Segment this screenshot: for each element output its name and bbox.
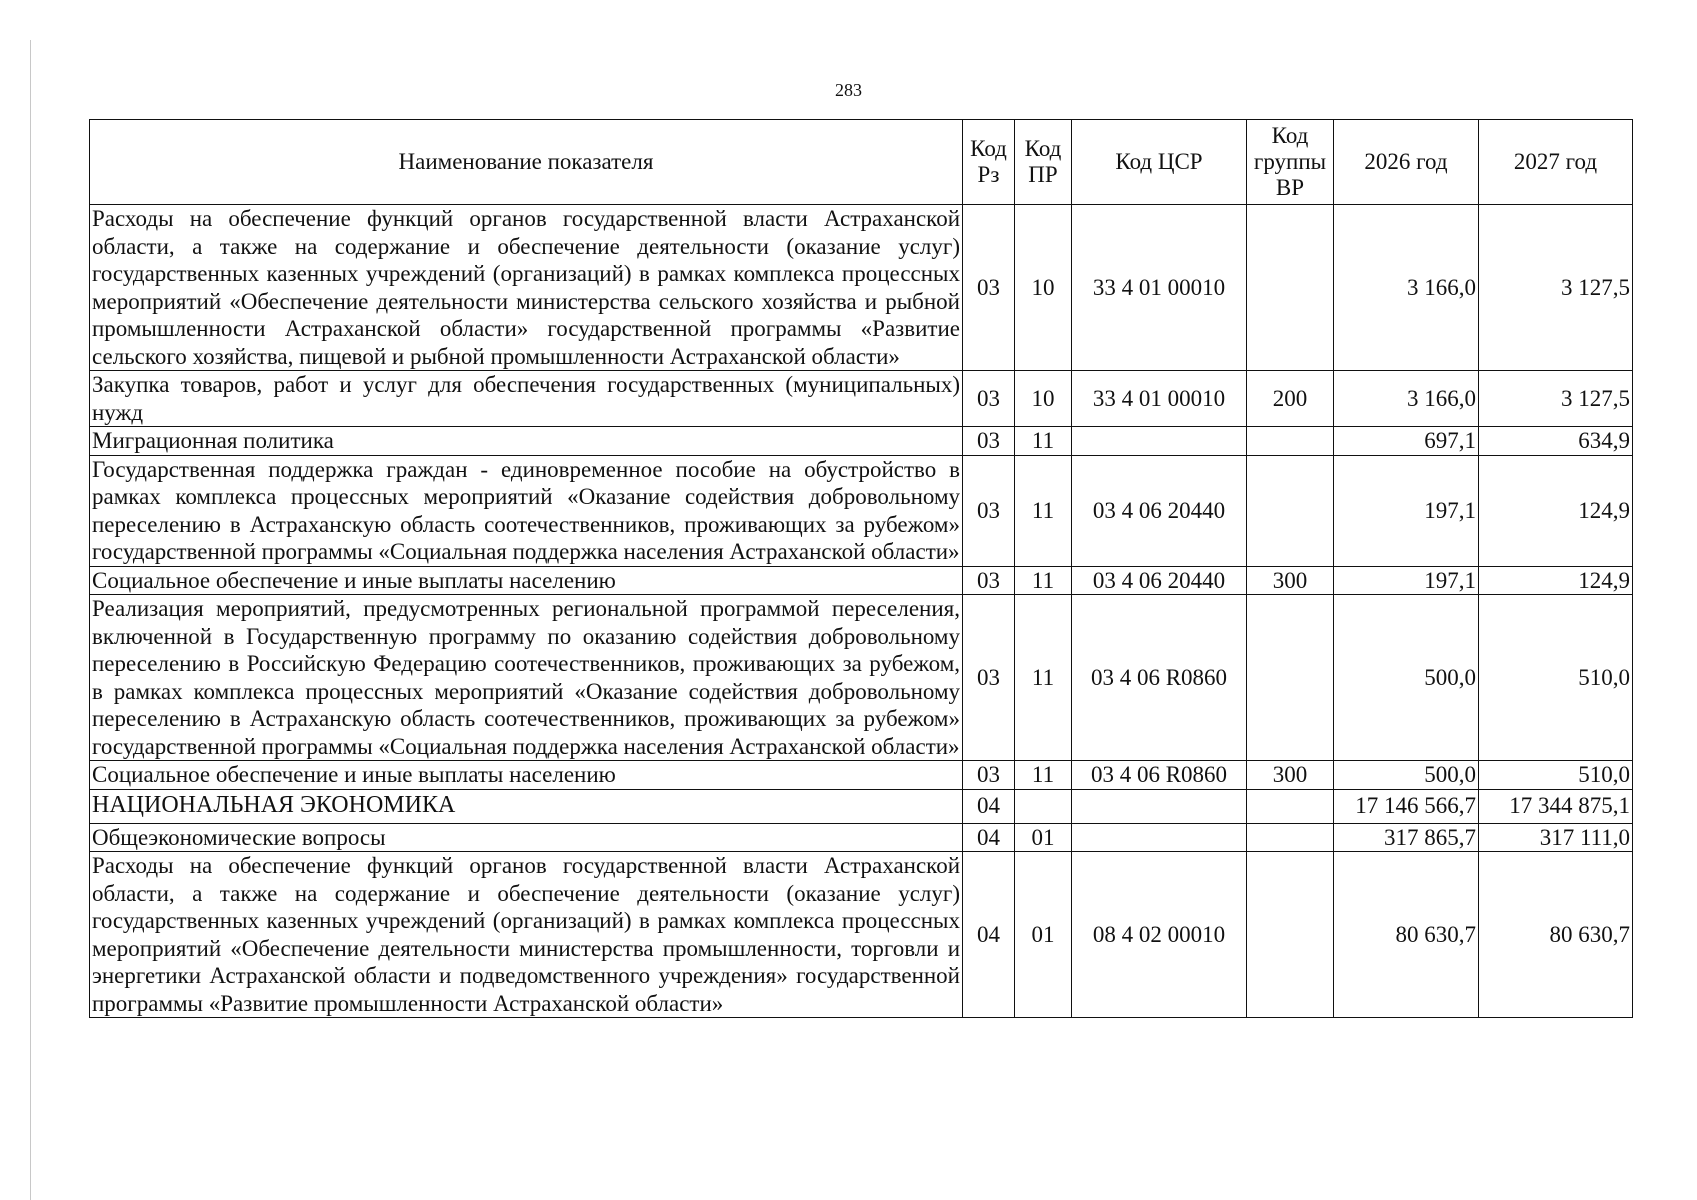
budget-table [89, 119, 1633, 1018]
header-name: Наименование показателя [90, 120, 963, 205]
row-pr: 10 [1015, 205, 1072, 371]
row-pr: 11 [1015, 455, 1072, 566]
row-csr: 03 4 06 R0860 [1072, 595, 1247, 761]
row-vr [1247, 205, 1334, 371]
row-csr [1072, 789, 1247, 823]
header-rz: Код Рз [963, 120, 1015, 205]
row-2027: 17 344 875,1 [1479, 789, 1633, 823]
row-2026: 3 166,0 [1334, 205, 1479, 371]
row-rz: 03 [963, 455, 1015, 566]
header-csr: Код ЦСР [1072, 120, 1247, 205]
row-2027: 124,9 [1479, 455, 1633, 566]
row-vr: 300 [1247, 761, 1334, 790]
row-csr: 03 4 06 R0860 [1072, 761, 1247, 790]
row-rz: 03 [963, 205, 1015, 371]
row-vr [1247, 455, 1334, 566]
table-row [90, 852, 1633, 1018]
row-2026: 500,0 [1334, 761, 1479, 790]
row-name: Общеэкономические вопросы [90, 823, 963, 852]
row-csr: 33 4 01 00010 [1072, 205, 1247, 371]
row-2027: 80 630,7 [1479, 852, 1633, 1018]
row-pr: 10 [1015, 371, 1072, 427]
row-2026: 197,1 [1334, 566, 1479, 595]
row-name: Расходы на обеспечение функций органов государственной власти Астраханской области, а также на содержание и обеспечение деятельности (оказание услуг) государственных казенных учреждений (организаций) в рамках комплекса процессных мероприятий «Обеспечение деятельности министерства сельского хозяйства и рыбной промышленности Астраханской области» государственной программы «Развитие сельского хозяйства, пищевой и рыбной промышленности Астраханской области» [90, 205, 963, 371]
row-vr [1247, 595, 1334, 761]
row-csr [1072, 427, 1247, 456]
row-csr: 33 4 01 00010 [1072, 371, 1247, 427]
row-rz: 04 [963, 852, 1015, 1018]
table-row [90, 566, 1633, 595]
row-rz: 03 [963, 761, 1015, 790]
row-name: Миграционная политика [90, 427, 963, 456]
row-vr [1247, 427, 1334, 456]
row-csr: 03 4 06 20440 [1072, 455, 1247, 566]
table-row [90, 595, 1633, 761]
row-2026: 500,0 [1334, 595, 1479, 761]
row-name: Закупка товаров, работ и услуг для обеспечения государственных (муниципальных) нужд [90, 371, 963, 427]
row-2027: 634,9 [1479, 427, 1633, 456]
row-2027: 3 127,5 [1479, 205, 1633, 371]
binding-line [30, 40, 31, 1200]
row-rz: 03 [963, 595, 1015, 761]
row-2027: 510,0 [1479, 761, 1633, 790]
row-name: Реализация мероприятий, предусмотренных региональной программой переселения, включенной в Государственную программу по оказанию содействия добровольному переселению в Российскую Федерацию соотечественников, проживающих за рубежом, в рамках комплекса процессных мероприятий «Оказание содействия добровольному переселению в Астраханскую область соотечественников, проживающих за рубежом» государственной программы «Социальная поддержка населения Астраханской области» [90, 595, 963, 761]
row-vr [1247, 852, 1334, 1018]
table-row [90, 427, 1633, 456]
row-pr: 11 [1015, 761, 1072, 790]
row-name: Социальное обеспечение и иные выплаты населению [90, 566, 963, 595]
row-pr [1015, 789, 1072, 823]
table-header-row [90, 120, 1633, 205]
row-rz: 04 [963, 789, 1015, 823]
row-pr: 11 [1015, 595, 1072, 761]
row-2026: 3 166,0 [1334, 371, 1479, 427]
header-pr: Код ПР [1015, 120, 1072, 205]
header-vr: Код группы ВР [1247, 120, 1334, 205]
row-2026: 317 865,7 [1334, 823, 1479, 852]
row-name: Расходы на обеспечение функций органов государственной власти Астраханской области, а также на содержание и обеспечение деятельности (оказание услуг) государственных казенных учреждений (организаций) в рамках комплекса процессных мероприятий «Обеспечение деятельности министерства промышленности, торговли и энергетики Астраханской области и подведомственного учреждения» государственной программы «Развитие промышленности Астраханской области» [90, 852, 963, 1018]
row-rz: 03 [963, 427, 1015, 456]
table-row [90, 205, 1633, 371]
row-vr [1247, 823, 1334, 852]
row-pr: 01 [1015, 823, 1072, 852]
table-row [90, 789, 1633, 823]
row-pr: 11 [1015, 427, 1072, 456]
page-number: 283 [835, 80, 862, 100]
row-2026: 17 146 566,7 [1334, 789, 1479, 823]
row-name: Государственная поддержка граждан - единовременное пособие на обустройство в рамках комплекса процессных мероприятий «Оказание содействия добровольному переселению в Астраханскую область соотечественников, проживающих за рубежом» государственной программы «Социальная поддержка населения Астраханской области» [90, 455, 963, 566]
table-row [90, 823, 1633, 852]
table-row [90, 371, 1633, 427]
row-2026: 80 630,7 [1334, 852, 1479, 1018]
row-2027: 3 127,5 [1479, 371, 1633, 427]
row-csr: 08 4 02 00010 [1072, 852, 1247, 1018]
row-2027: 317 111,0 [1479, 823, 1633, 852]
header-2026: 2026 год [1334, 120, 1479, 205]
row-csr [1072, 823, 1247, 852]
row-vr: 200 [1247, 371, 1334, 427]
row-rz: 03 [963, 566, 1015, 595]
table-row [90, 455, 1633, 566]
row-2027: 510,0 [1479, 595, 1633, 761]
row-rz: 04 [963, 823, 1015, 852]
row-2027: 124,9 [1479, 566, 1633, 595]
row-rz: 03 [963, 371, 1015, 427]
row-pr: 11 [1015, 566, 1072, 595]
row-vr: 300 [1247, 566, 1334, 595]
row-2026: 197,1 [1334, 455, 1479, 566]
row-name: Социальное обеспечение и иные выплаты населению [90, 761, 963, 790]
table-row [90, 761, 1633, 790]
row-2026: 697,1 [1334, 427, 1479, 456]
row-vr [1247, 789, 1334, 823]
row-name: НАЦИОНАЛЬНАЯ ЭКОНОМИКА [90, 789, 963, 823]
header-2027: 2027 год [1479, 120, 1633, 205]
row-pr: 01 [1015, 852, 1072, 1018]
row-csr: 03 4 06 20440 [1072, 566, 1247, 595]
